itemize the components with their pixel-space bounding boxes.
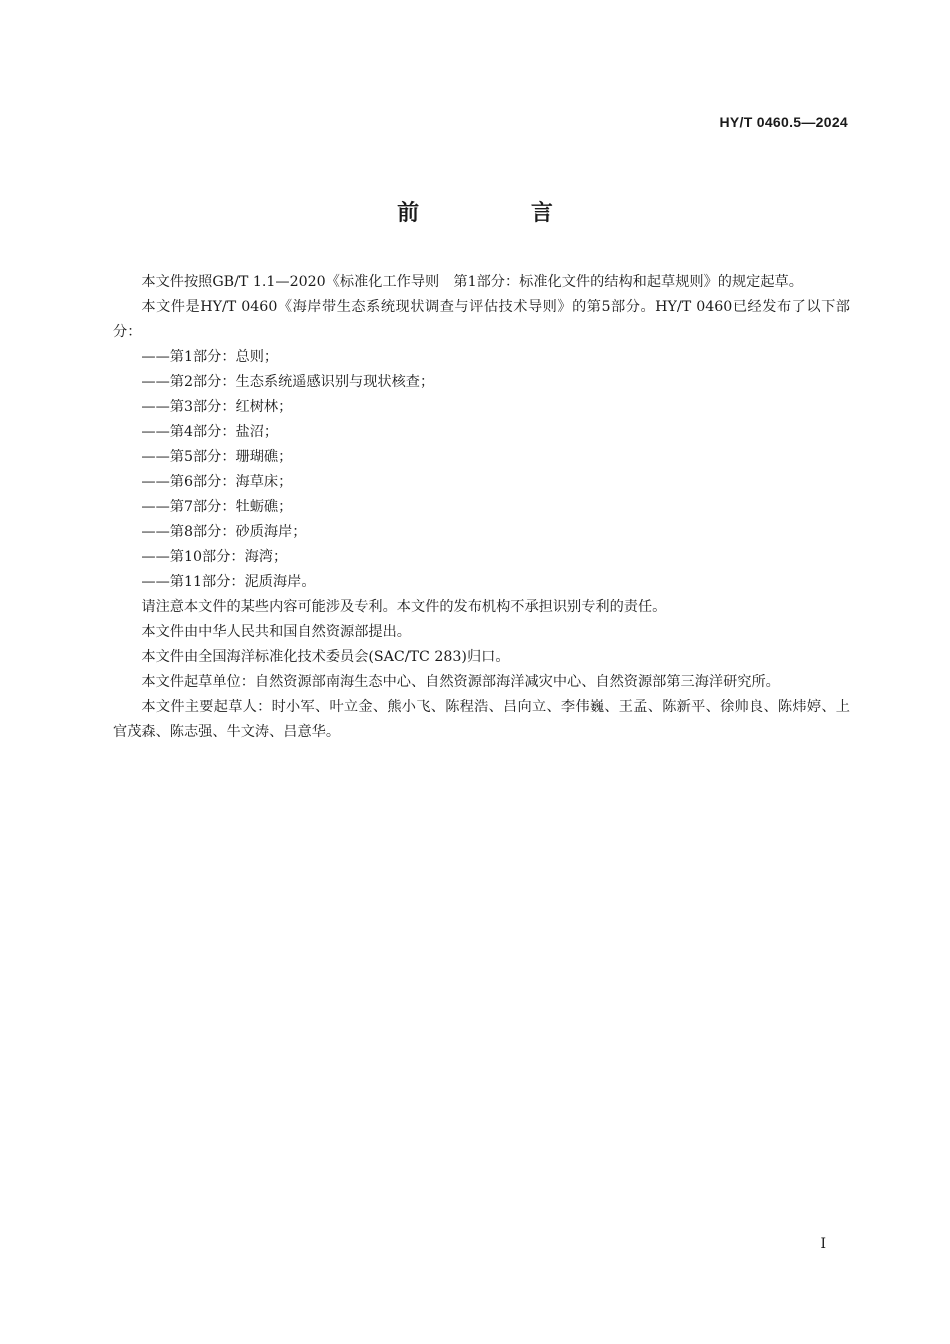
paragraph-drafting-units: 本文件起草单位：自然资源部南海生态中心、自然资源部海洋减灾中心、自然资源部第三海洋研究所。 bbox=[141, 674, 780, 690]
document-code: HY/T 0460.5—2024 bbox=[719, 114, 848, 130]
parts-list bbox=[113, 345, 850, 595]
page-title: 前 言 bbox=[397, 201, 605, 226]
list-item: ——第10部分：海湾； bbox=[141, 549, 288, 565]
paragraph-series-intro: 本文件是HY/T 0460《海岸带生态系统现状调查与评估技术导则》的第5部分。HY/T 0460已经发布了以下部分： bbox=[113, 299, 850, 340]
list-item: ——第5部分：珊瑚礁； bbox=[141, 449, 293, 465]
foreword-body bbox=[113, 270, 850, 745]
paragraph-drafting-rules: 本文件按照GB/T 1.1—2020《标准化工作导则 第1部分：标准化文件的结构和起草规则》的规定起草。 bbox=[141, 274, 803, 290]
list-item: ——第6部分：海草床； bbox=[141, 474, 293, 490]
page-number: I bbox=[820, 1236, 826, 1252]
paragraph-proposer: 本文件由中华人民共和国自然资源部提出。 bbox=[141, 624, 411, 640]
list-item: ——第2部分：生态系统遥感识别与现状核查； bbox=[141, 374, 435, 390]
paragraph-patent-notice: 请注意本文件的某些内容可能涉及专利。本文件的发布机构不承担识别专利的责任。 bbox=[141, 599, 667, 615]
list-item: ——第8部分：砂质海岸； bbox=[141, 524, 307, 540]
list-item: ——第1部分：总则； bbox=[141, 349, 279, 365]
paragraph-committee: 本文件由全国海洋标准化技术委员会(SAC/TC 283)归口。 bbox=[141, 649, 510, 665]
paragraph-drafters: 本文件主要起草人：时小军、叶立金、熊小飞、陈程浩、吕向立、李伟巍、王孟、陈新平、徐帅良、陈炜婷、上官茂森、陈志强、牛文涛、吕意华。 bbox=[113, 699, 850, 740]
list-item: ——第11部分：泥质海岸。 bbox=[141, 574, 316, 590]
list-item: ——第4部分：盐沼； bbox=[141, 424, 279, 440]
list-item: ——第7部分：牡蛎礁； bbox=[141, 499, 293, 515]
list-item: ——第3部分：红树林； bbox=[141, 399, 293, 415]
